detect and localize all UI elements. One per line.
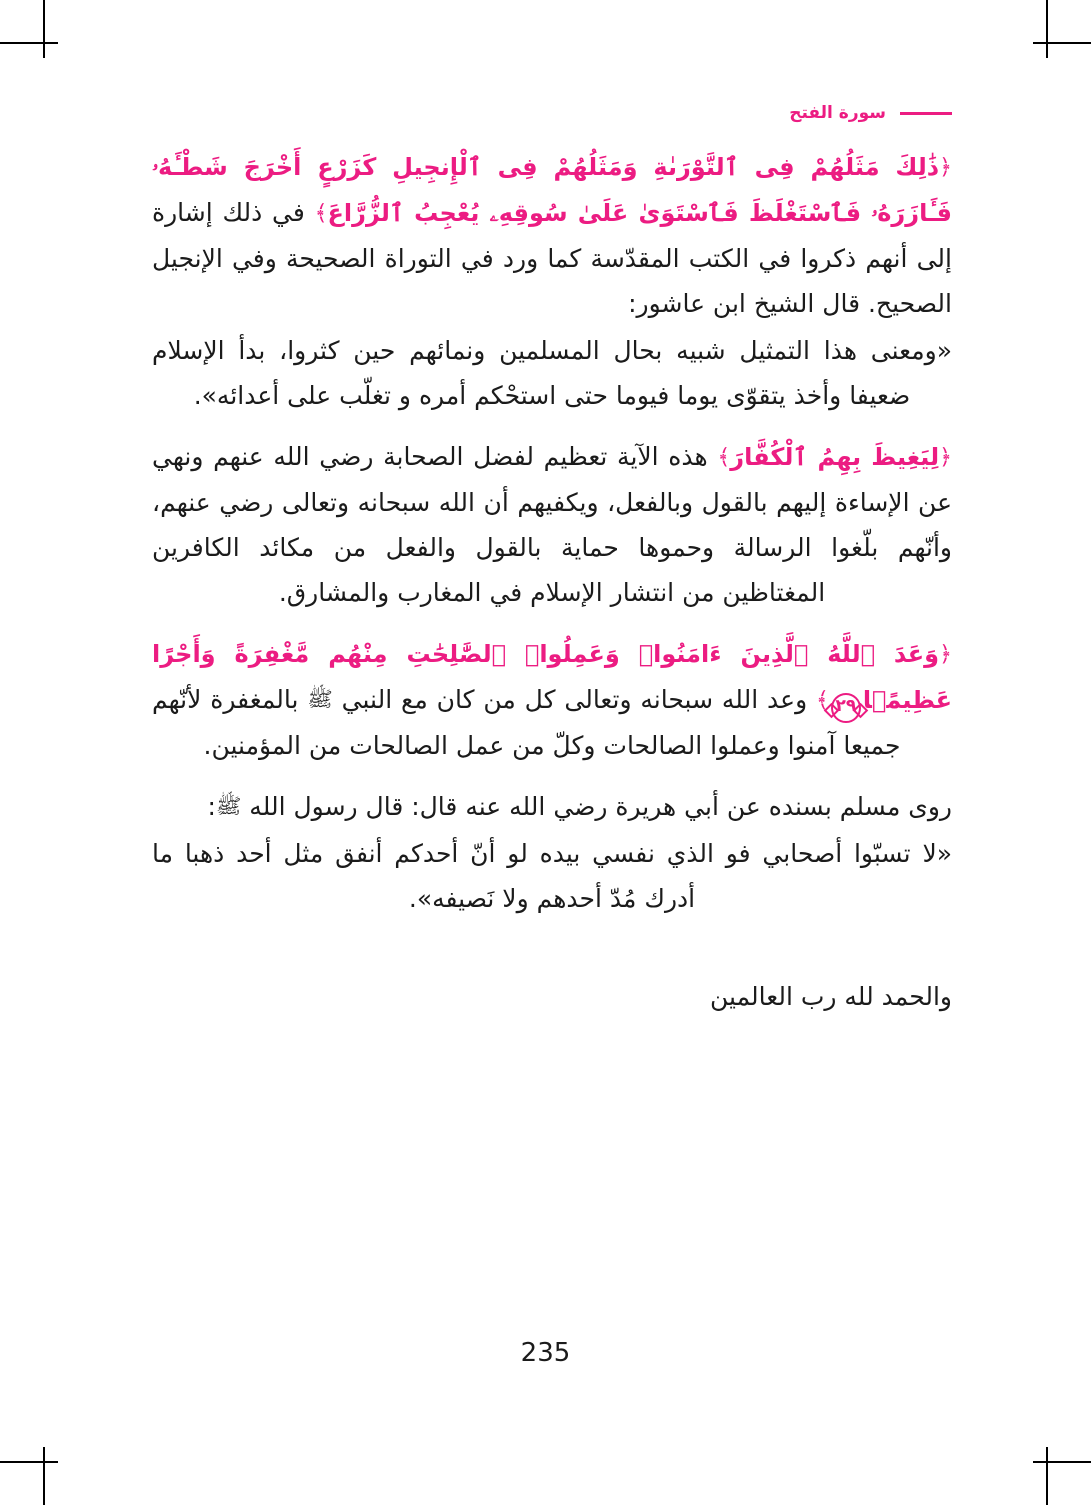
crop-mark-bottom-left-vertical [43,1447,45,1505]
surah-title: سورة الفتح [789,103,886,123]
verse-open-ornament-icon: ﴿ [939,155,952,180]
quran-verse-text: ذَٰلِكَ مَثَلُهُمْ فِى ٱلتَّوْرَىٰةِ وَمَثَلُهُمْ فِى ٱلْإِنجِيلِ كَزَرْعٍ أَخْرَجَ شَطْـَٔهُۥ فَـَٔازَرَهُۥ فَٱسْتَغْلَظَ فَٱسْتَوَىٰ عَلَىٰ سُوقِهِۦ يُعْجِبُ ٱلزُّرَّاعَ [152,153,952,227]
commentary-tail: بالمغفرة لأنّهم جميعا آمنوا وعملوا الصالحات وكلّ من عمل الصالحات من المؤمنين. [152,685,901,760]
hadith-text: «لا تسبّوا أصحابي فو الذي نفسي بيده لو أنّ أحدكم أنفق مثل أحد ذهبا ما أدرك مُدّ أحدهم ولا نَصيفه». [152,839,952,913]
closing-praise: والحمد لله رب العالمين [710,982,952,1011]
paragraph-hadith-narration [152,784,952,829]
paragraph-verse-tawrah [152,144,952,326]
quran-verse-text: لِيَغِيظَ بِهِمُ ٱلْكُفَّارَ [730,443,940,471]
crop-mark-top-left-vertical [43,0,45,58]
verse-close-ornament-icon: ﴾ [314,201,328,226]
sallallahu-alayhi-wasallam-icon: ﷺ [307,687,333,711]
paragraph-spacer [152,770,952,784]
commentary-text: هذه الآية تعظيم لفضل الصحابة رضي الله عنهم ونهي عن الإساءة إليهم بالقول وبالفعل، ويكفيهم أن الله سبحانه وتعالى رضي عنهم، وأنّهم بلّغوا الرسالة وحموها حماية بالقول والفعل من مكائد الكافرين المغتاظين من انتشار الإسلام في المغارب والمشارق. [152,442,952,607]
verse-open-ornament-icon: ﴿ [939,445,952,470]
paragraph-verse-kuffar [152,434,952,615]
section-spacer [152,923,952,975]
paragraph-hadith-text [152,831,952,921]
crop-mark-bottom-right-horizontal [1033,1461,1091,1463]
quran-verse-text: وَعَدَ ٱللَّهُ ٱلَّذِينَ ءَامَنُوا۟ وَعَمِلُوا۟ ٱلصَّٰلِحَٰتِ مِنْهُم مَّغْفِرَةً وَأَجْرًا عَظِيمًۢا [152,640,952,714]
paragraph-spacer [152,420,952,434]
verse-close-ornament-icon: ﴾ [816,688,829,713]
commentary-head: وعد الله [721,685,808,714]
quote-text: «ومعنى هذا التمثيل شبيه بحال المسلمين ونمائهم حين كثروا، بدأ الإسلام ضعيفا وأخذ يتقوّى يوما فيوما حتى استحْكم أمره و تغلّب على أعدائه». [152,336,952,410]
paragraph-spacer [152,617,952,631]
ayah-number-marker: ٢٩ [831,693,861,723]
crop-mark-bottom-right-vertical [1046,1447,1048,1505]
narration-text: روى مسلم بسنده عن أبي هريرة رضي الله عنه قال: قال رسول الله [249,792,952,821]
page-number: 235 [520,1338,571,1368]
running-header [152,96,952,130]
paragraph-ibn-ashour-quote [152,328,952,418]
paragraph-verse-promise [152,631,952,768]
page-content [152,96,952,1416]
crop-mark-top-right-vertical [1046,0,1048,58]
commentary-text: في ذلك إشارة إلى أنهم ذكروا في الكتب المقدّسة كما ورد في التوراة الصحيحة وفي الإنجيل الصحيح. قال الشيخ ابن عاشور: [152,198,952,318]
header-rule-divider [900,112,952,115]
commentary-text: سبحانه وتعالى كل من كان مع النبي [341,685,714,714]
crop-mark-top-left-horizontal [0,42,58,44]
sallallahu-alayhi-wasallam-icon: ﷺ [215,794,242,818]
narration-colon: : [207,792,216,821]
verse-close-ornament-icon: ﴾ [717,445,731,470]
crop-mark-bottom-left-horizontal [0,1461,58,1463]
verse-open-ornament-icon: ﴿ [939,642,952,667]
crop-mark-top-right-horizontal [1033,42,1091,44]
